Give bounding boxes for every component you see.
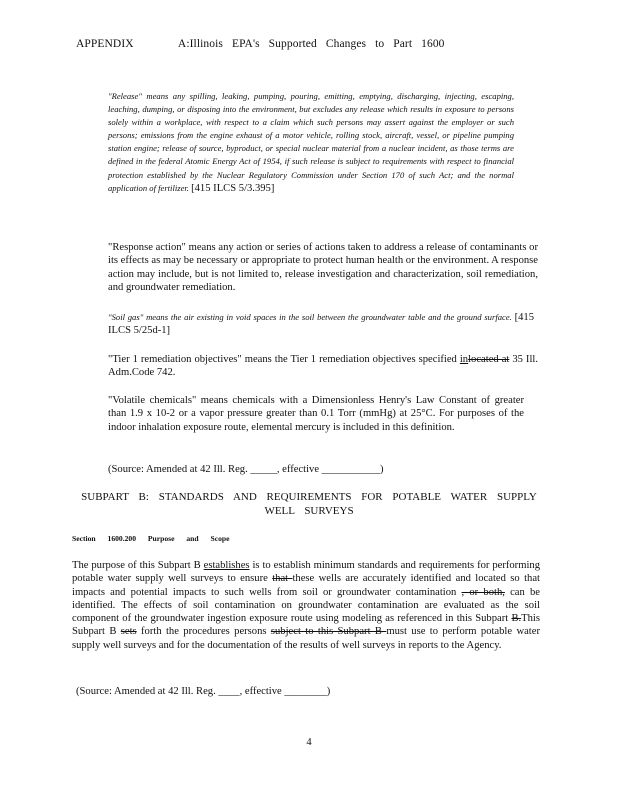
section-body-part7: must use to perform potable water supply well surveys and for the documentation of the results of well surveys in reports to the Agency. bbox=[72, 626, 540, 651]
source-note-1 bbox=[108, 463, 448, 476]
definition-tier1-tail: 35 Ill. Adm.Code 742. bbox=[108, 354, 538, 379]
definition-soil-gas bbox=[108, 311, 534, 337]
subpart-heading bbox=[72, 490, 546, 518]
subpart-heading-line1: SUBPART B: STANDARDS AND REQUIREMENTS FOR POTABLE WATER SUPPLY bbox=[81, 491, 537, 503]
section-body-part6: forth the procedures persons bbox=[136, 626, 271, 638]
source-note-2 bbox=[76, 685, 396, 698]
section-body-part3: these wells are accurately identified and located so that impacts and potential impacts to such wells from soil or groundwater contamination bbox=[72, 573, 540, 598]
section-body-deleted-subject: subject to this Subpart B bbox=[270, 626, 387, 638]
section-body-part2: is to establish minimum standards and requirements for performing potable water supply well surveys to ensure bbox=[72, 560, 540, 585]
definition-response-action-text: "Response action" means any action or series of actions taken to address a release of contaminants or its effects as may be necessary or appropriate to protect human health or the environment. A response action may include, but is not limited to, release investigation and characterization, soil remediation, and groundwater remediation. bbox=[108, 242, 538, 293]
subpart-heading-line2: WELL SURVEYS bbox=[264, 505, 354, 517]
definition-response-action bbox=[108, 241, 538, 294]
page-header bbox=[76, 38, 445, 50]
definition-release-text: "Release" means any spilling, leaking, pumping, pouring, emitting, emptying, discharging, injecting, escaping, leaching, dumping, or disposing into the environment, but excludes any release which results in exposure to persons solely within a workplace, with respect to a claim which such persons may assert against the employer or such persons; emissions from the engine exhaust of a motor vehicle, rolling stock, aircraft, vessel, or pipeline pumping station engine; release of source, byproduct, or special nuclear material from a nuclear incident, as those terms are defined in the federal Atomic Energy Act of 1954, if such release is subject to requirements with respect to financial protection established by the Nuclear Regulatory Commission under Section 170 of such Act; and the normal application of fertilizer. bbox=[108, 91, 514, 193]
section-body-part5: This Subpart B bbox=[72, 613, 540, 638]
definition-tier1-deleted: located at bbox=[468, 354, 510, 365]
section-body-inserted-establishes: establishes bbox=[203, 560, 250, 571]
section-body-deleted-b: B. bbox=[511, 613, 522, 625]
definition-release-cite: [415 ILCS 5/3.395] bbox=[191, 182, 275, 194]
definition-tier1-inserted: in bbox=[459, 354, 469, 365]
definition-release bbox=[108, 90, 514, 195]
section-body-deleted-that: that bbox=[272, 573, 293, 585]
section-body-part1: The purpose of this Subpart B bbox=[72, 560, 204, 571]
definition-soil-gas-cite: [415 ILCS 5/25d-1] bbox=[108, 312, 534, 337]
section-heading: Section 1600.200 Purpose and Scope bbox=[72, 534, 230, 543]
section-body-part4: can be identified. The effects of soil contamination on groundwater contamination are evaluated as the soil component of the groundwater ingestion exposure route using modeling as referenced in this Subpart bbox=[72, 586, 540, 625]
definition-volatile-text: "Volatile chemicals" means chemicals with a Dimensionless Henry's Law Constant of greater than 1.9 x 10-2 or a vapor pressure greater than 0.1 Torr (mmHg) at 25°C. For purposes of the indoor inhalation exposure route, elemental mercury is included in this definition. bbox=[108, 395, 524, 433]
definition-volatile bbox=[108, 394, 524, 434]
definition-tier1-lead: "Tier 1 remediation objectives" means the Tier 1 remediation objectives specified bbox=[108, 354, 460, 365]
definition-tier1 bbox=[108, 353, 538, 380]
page-number: 4 bbox=[306, 737, 312, 748]
section-body-deleted-or-both: , or both, bbox=[461, 586, 505, 598]
header-title: A:Illinois EPA's Supported Changes to Part 1600 bbox=[177, 38, 445, 50]
section-body-deleted-sets: sets bbox=[120, 626, 137, 638]
source-note-1-text: (Source: Amended at 42 Ill. Reg. _____, effective ___________) bbox=[108, 464, 384, 475]
source-note-2-text: (Source: Amended at 42 Ill. Reg. ____, effective ________) bbox=[76, 686, 331, 697]
header-appendix: APPENDIX bbox=[76, 38, 134, 50]
definition-soil-gas-text: "Soil gas" means the air existing in void spaces in the soil between the groundwater table and the ground surface. bbox=[108, 312, 512, 322]
section-body bbox=[72, 559, 540, 652]
